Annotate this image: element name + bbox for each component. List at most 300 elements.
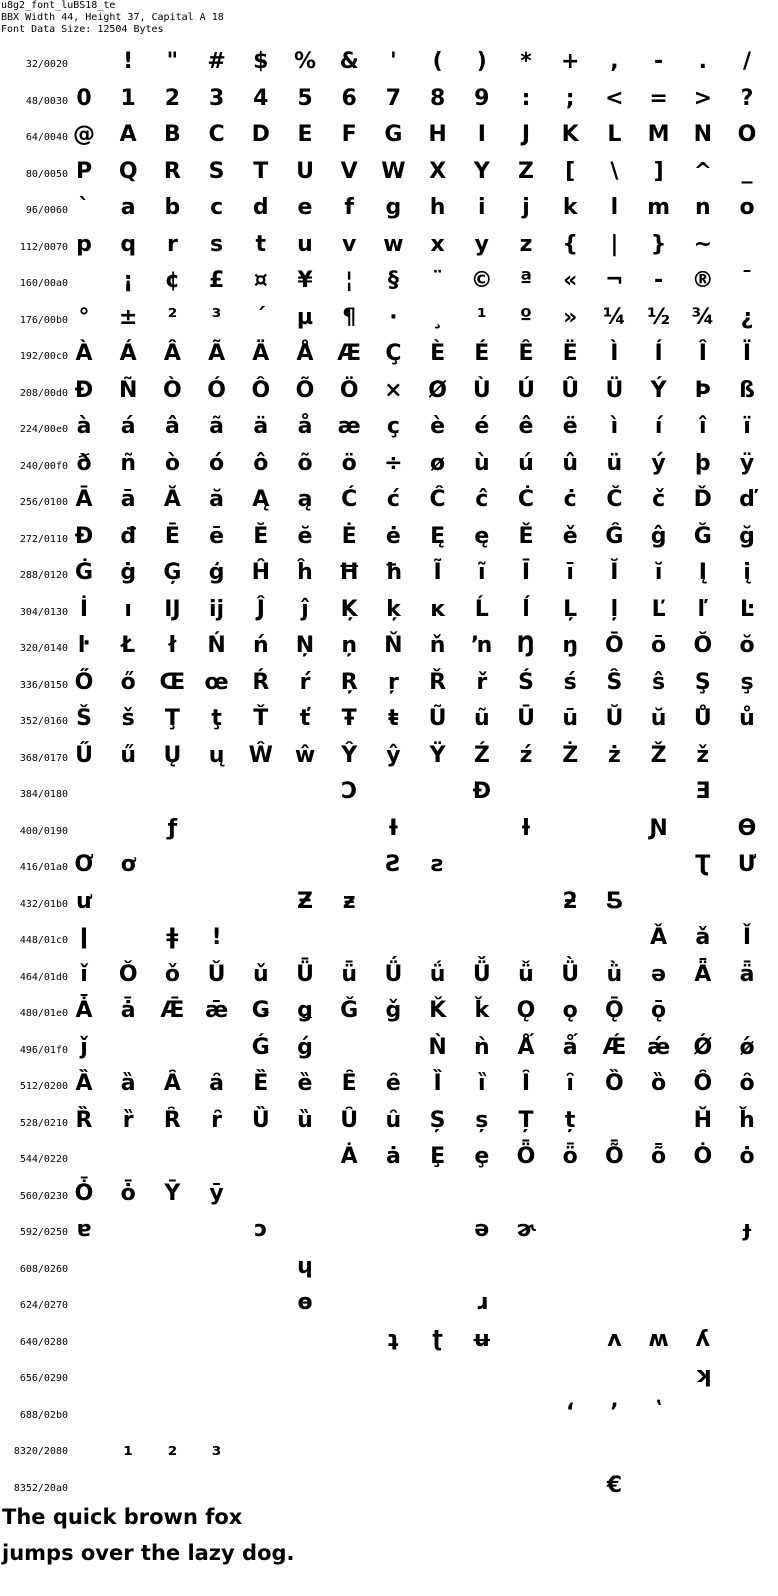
glyph-cell: É xyxy=(474,341,490,366)
row-code-label: 304/0130 xyxy=(19,606,68,618)
glyph-cell: Ē xyxy=(164,523,180,549)
glyph-cell: ã xyxy=(209,414,225,439)
glyph-cell: ĩ xyxy=(478,560,486,585)
glyph-cell: ȳ xyxy=(209,1180,224,1206)
glyph-cell: · xyxy=(389,304,398,330)
glyph-cell: C xyxy=(208,122,225,147)
glyph-cell: ê xyxy=(518,414,534,439)
glyph-row xyxy=(0,958,778,995)
glyph-cell: \ xyxy=(610,158,619,184)
glyph-cell: º xyxy=(519,304,533,330)
glyph-cell: | xyxy=(610,231,619,257)
glyph-row xyxy=(0,118,778,155)
glyph-cell: ǿ xyxy=(739,1034,755,1060)
glyph-cell: Ş xyxy=(694,669,711,695)
glyph-cell: Ȅ xyxy=(253,1071,269,1096)
glyph-cell: 3 xyxy=(208,85,225,111)
glyph-cell: ŀ xyxy=(77,633,91,658)
glyph-cell: ǫ xyxy=(562,998,578,1023)
glyph-cell: ȫ xyxy=(562,1144,578,1169)
glyph-cell: Û xyxy=(561,377,580,403)
row-code-label: 192/00c0 xyxy=(19,351,68,362)
sample-text-line-2: jumps over the lazy dog. xyxy=(2,1541,295,1565)
glyph-cell: Ŗ xyxy=(340,669,358,695)
glyph-cell: p xyxy=(76,231,92,257)
glyph-row xyxy=(0,1359,778,1396)
glyph-cell: Ė xyxy=(341,523,357,549)
glyph-cell: ǩ xyxy=(474,998,490,1023)
glyph-cell: Ȩ xyxy=(430,1144,446,1169)
glyph-cell: ¦ xyxy=(345,268,354,293)
glyph-cell: Ŋ xyxy=(516,633,536,658)
glyph-cell: ʉ xyxy=(471,1326,492,1352)
glyph-row xyxy=(0,1250,778,1287)
glyph-cell: / xyxy=(742,49,752,74)
glyph-cell: Ö xyxy=(339,377,359,403)
glyph-cell: ) xyxy=(476,49,487,74)
glyph-cell: Ő xyxy=(74,669,94,695)
glyph-cell: ȁ xyxy=(120,1071,136,1096)
row-code-label: 384/0180 xyxy=(19,789,68,800)
glyph-cell: 8 xyxy=(429,85,446,111)
glyph-cell: ȅ xyxy=(297,1071,313,1096)
glyph-cell: ÿ xyxy=(739,450,755,476)
row-code-label: 560/0230 xyxy=(19,1190,68,1202)
glyph-cell: Õ xyxy=(295,377,315,403)
glyph-cell: ȍ xyxy=(651,1071,667,1096)
glyph-cell: ¿ xyxy=(740,304,754,330)
glyph-cell: ŵ xyxy=(294,742,316,768)
glyph-cell: ǧ xyxy=(385,998,402,1023)
glyph-cell: b xyxy=(164,195,181,220)
glyph-cell: ř xyxy=(476,669,488,695)
glyph-cell: ğ xyxy=(739,523,755,549)
glyph-cell: Ǡ xyxy=(75,998,93,1023)
glyph-cell: Æ xyxy=(337,341,362,366)
glyph-cell: n xyxy=(694,195,711,220)
glyph-cell: ö xyxy=(341,450,357,476)
glyph-cell: ß xyxy=(739,377,755,403)
glyph-cell: Ë xyxy=(562,341,578,366)
glyph-cell: đ xyxy=(120,523,137,549)
glyph-cell: Ķ xyxy=(340,596,358,622)
glyph-cell: ơ xyxy=(120,852,136,877)
glyph-cell: y xyxy=(474,231,489,257)
glyph-cell: ñ xyxy=(120,450,137,476)
glyph-cell: ɔ xyxy=(254,1217,268,1242)
glyph-cell: ł xyxy=(168,633,177,658)
glyph-cell: ȑ xyxy=(122,1107,134,1133)
row-code-label: 240/00f0 xyxy=(19,460,68,472)
glyph-cell: ǎ xyxy=(695,925,711,950)
glyph-cell: Å xyxy=(296,341,314,366)
glyph-cell: ű xyxy=(120,742,137,768)
glyph-cell: - xyxy=(654,49,664,74)
glyph-cell: Ŏ xyxy=(693,633,713,658)
glyph-cell: Ʈ xyxy=(695,852,711,877)
glyph-row xyxy=(0,301,778,338)
glyph-cell: Ǹ xyxy=(428,1034,447,1060)
glyph-cell: £ xyxy=(208,268,225,293)
row-code-label: 80/0050 xyxy=(25,168,68,180)
glyph-cell: Ñ xyxy=(118,377,138,403)
glyph-cell: Ü xyxy=(605,377,624,403)
glyph-cell: ³ xyxy=(211,304,222,330)
glyph-cell: Ŝ xyxy=(606,669,623,695)
row-code-label: 8352/20a0 xyxy=(13,1482,68,1494)
glyph-cell: ® xyxy=(691,268,714,293)
glyph-cell: 6 xyxy=(341,85,357,111)
glyph-cell: ÷ xyxy=(384,450,403,476)
row-code-label: 48/0030 xyxy=(25,95,68,107)
glyph-cell: ŉ xyxy=(470,633,493,658)
glyph-cell: Ĝ xyxy=(605,523,624,549)
glyph-cell: R xyxy=(163,158,181,184)
glyph-cell: Ä xyxy=(252,341,270,366)
glyph-cell: Į xyxy=(698,560,707,585)
glyph-cell: ǀ xyxy=(79,925,89,950)
glyph-cell: Ó xyxy=(207,377,226,403)
glyph-cell: q xyxy=(120,231,137,257)
glyph-cell: ƨ xyxy=(431,852,445,877)
glyph-row xyxy=(0,1140,778,1177)
glyph-cell: ĕ xyxy=(297,523,313,549)
glyph-cell: ȗ xyxy=(385,1107,402,1133)
row-code-label: 656/0290 xyxy=(19,1373,68,1384)
glyph-cell: ø xyxy=(430,450,446,476)
glyph-cell: ? xyxy=(740,85,754,111)
glyph-cell: Z xyxy=(518,158,534,184)
glyph-cell: Ț xyxy=(518,1107,534,1133)
row-code-label: 176/00b0 xyxy=(19,314,68,326)
row-code-label: 496/01f0 xyxy=(19,1044,68,1056)
glyph-cell: ! xyxy=(123,49,134,74)
glyph-cell: ʻ xyxy=(566,1399,575,1425)
glyph-cell: E xyxy=(297,122,313,147)
glyph-cell: Ĭ xyxy=(610,560,619,585)
glyph-cell: ï xyxy=(743,414,751,439)
glyph-cell: X xyxy=(429,158,447,184)
glyph-cell: M xyxy=(647,122,670,147)
glyph-cell: Ɵ xyxy=(737,815,757,841)
glyph-cell: ƶ xyxy=(342,888,356,914)
row-code-label: 272/0110 xyxy=(19,533,68,545)
glyph-cell: Ŀ xyxy=(739,596,755,622)
glyph-row xyxy=(0,556,778,593)
glyph-cell: Ê xyxy=(518,341,534,366)
glyph-row xyxy=(0,885,778,922)
glyph-cell: 9 xyxy=(474,85,490,111)
glyph-cell: ȧ xyxy=(385,1144,401,1169)
glyph-cell: ç xyxy=(386,414,400,439)
glyph-cell: ò xyxy=(164,450,180,476)
glyph-cell: ] xyxy=(653,158,664,184)
glyph-cell: ŋ xyxy=(562,633,579,658)
glyph-cell: ċ xyxy=(563,487,577,512)
glyph-row xyxy=(0,337,778,374)
glyph-cell: ʈ xyxy=(432,1326,443,1352)
row-code-label: 400/0190 xyxy=(19,825,68,837)
glyph-row xyxy=(0,374,778,411)
glyph-cell: ə xyxy=(474,1217,490,1242)
glyph-cell: 1 xyxy=(120,85,136,111)
glyph-cell: ș xyxy=(475,1107,489,1133)
glyph-cell: ʇ xyxy=(388,1326,399,1352)
glyph-cell: ĺ xyxy=(522,596,530,622)
glyph-cell: r xyxy=(166,231,178,257)
row-code-label: 160/00a0 xyxy=(19,278,68,289)
glyph-cell: Ŵ xyxy=(248,742,273,768)
glyph-cell: Ȉ xyxy=(433,1071,442,1096)
glyph-cell: Ģ xyxy=(163,560,182,585)
glyph-cell: ² xyxy=(167,304,178,330)
glyph-cell: â xyxy=(164,414,180,439)
glyph-cell: Ȏ xyxy=(693,1071,713,1096)
glyph-cell: ŭ xyxy=(650,706,667,731)
glyph-cell: Ļ xyxy=(563,596,578,622)
glyph-cell: ú xyxy=(518,450,534,476)
glyph-cell: , xyxy=(610,49,619,74)
glyph-cell: ļ xyxy=(610,596,619,622)
glyph-cell: Ř xyxy=(429,669,447,695)
glyph-cell: ō xyxy=(651,633,667,658)
glyph-cell: ǥ xyxy=(297,998,313,1023)
row-code-label: 544/0220 xyxy=(19,1154,68,1165)
glyph-cell: Ù xyxy=(472,377,491,403)
glyph-cell: Č xyxy=(606,487,623,512)
row-code-label: 352/0160 xyxy=(19,716,68,727)
glyph-cell: È xyxy=(430,341,446,366)
glyph-cell: V xyxy=(340,158,358,184)
glyph-row xyxy=(0,228,778,265)
glyph-cell: ₂ xyxy=(167,1436,178,1461)
glyph-cell: ƚ xyxy=(522,815,530,841)
glyph-cell: ņ xyxy=(341,633,358,658)
glyph-cell: Ȱ xyxy=(74,1180,94,1206)
glyph-cell: Ǭ xyxy=(605,998,624,1023)
glyph-cell: « xyxy=(563,268,578,293)
glyph-cell: Ů xyxy=(693,706,712,731)
font-name: u8g2_font_luBS18_te xyxy=(1,0,116,11)
glyph-cell: Ȍ xyxy=(605,1071,624,1096)
glyph-cell: Ō xyxy=(605,633,624,658)
glyph-cell: Ȃ xyxy=(163,1071,181,1096)
glyph-cell: ė xyxy=(385,523,401,549)
glyph-cell: Ì xyxy=(610,341,619,366)
row-code-label: 464/01d0 xyxy=(19,971,68,983)
glyph-cell: ȭ xyxy=(651,1144,667,1169)
glyph-cell: U xyxy=(296,158,314,184)
glyph-cell: ň xyxy=(429,633,446,658)
glyph-cell: ĥ xyxy=(297,560,313,585)
glyph-cell: ǂ xyxy=(166,925,179,950)
glyph-cell: Ĵ xyxy=(256,596,265,622)
glyph-cell: Ǝ xyxy=(695,779,711,804)
row-code-label: 208/00d0 xyxy=(19,387,68,399)
glyph-cell: Ǟ xyxy=(694,961,712,987)
glyph-cell: ɵ xyxy=(297,1290,313,1315)
glyph-cell: ĵ xyxy=(301,596,309,622)
row-code-label: 336/0150 xyxy=(19,679,68,691)
glyph-cell: ȯ xyxy=(739,1144,755,1169)
glyph-cell: Ġ xyxy=(74,560,94,585)
glyph-cell: N xyxy=(693,122,712,147)
glyph-row xyxy=(0,45,778,82)
font-info-header xyxy=(1,0,224,36)
glyph-cell: ɥ xyxy=(297,1253,313,1279)
glyph-cell: Ń xyxy=(207,633,226,658)
glyph-cell: Ƽ xyxy=(605,888,623,914)
glyph-cell: [ xyxy=(565,158,576,184)
glyph-cell: ª xyxy=(519,268,533,293)
glyph-cell: » xyxy=(563,304,578,330)
glyph-cell: Đ xyxy=(74,523,94,549)
glyph-cell: ¾ xyxy=(691,304,715,330)
glyph-cell: Ǜ xyxy=(561,961,580,987)
row-code-label: 624/0270 xyxy=(19,1300,68,1311)
glyph-cell: ʎ xyxy=(695,1326,710,1352)
glyph-row xyxy=(0,1213,778,1250)
glyph-cell: Ǥ xyxy=(251,998,270,1023)
glyph-row xyxy=(0,1323,778,1360)
glyph-cell: ĭ xyxy=(654,560,663,585)
glyph-cell: $ xyxy=(253,49,269,74)
glyph-cell: a xyxy=(120,195,136,220)
glyph-cell: ǭ xyxy=(651,998,667,1023)
glyph-cell: Ĥ xyxy=(251,560,270,585)
glyph-cell: W xyxy=(381,158,406,184)
glyph-cell: Y xyxy=(473,158,490,184)
glyph-cell: Ť xyxy=(253,706,269,731)
glyph-cell: J xyxy=(521,122,531,147)
glyph-cell: è xyxy=(430,414,446,439)
glyph-cell: 7 xyxy=(385,85,402,111)
row-code-label: 64/0040 xyxy=(25,132,68,143)
glyph-cell: ü xyxy=(606,450,623,476)
glyph-cell: Ğ xyxy=(693,523,712,549)
glyph-row xyxy=(0,410,778,447)
glyph-cell: Ų xyxy=(163,742,182,768)
glyph-cell: Ć xyxy=(341,487,358,512)
glyph-cell: Ƨ xyxy=(385,852,402,877)
glyph-cell: Ș xyxy=(429,1107,446,1133)
glyph-cell: ǘ xyxy=(429,961,446,987)
glyph-cell: æ xyxy=(337,414,361,439)
glyph-row xyxy=(0,1396,778,1433)
glyph-cell: ź xyxy=(519,742,533,768)
glyph-cell: Î xyxy=(698,341,707,366)
glyph-cell: Ô xyxy=(251,377,271,403)
glyph-cell: : xyxy=(521,85,531,111)
glyph-row xyxy=(0,1177,778,1214)
row-code-label: 608/0260 xyxy=(19,1263,68,1275)
glyph-cell: ; xyxy=(565,85,575,111)
glyph-cell: h xyxy=(429,195,446,220)
glyph-cell: á xyxy=(120,414,136,439)
glyph-cell: A xyxy=(119,122,137,147)
glyph-cell: Ź xyxy=(473,742,490,768)
glyph-cell: > xyxy=(693,85,713,111)
glyph-cell: Ȁ xyxy=(75,1071,93,1096)
glyph-cell: Â xyxy=(163,341,181,366)
glyph-row xyxy=(0,739,778,776)
glyph-cell: ȓ xyxy=(211,1107,223,1133)
glyph-row xyxy=(0,1031,778,1068)
glyph-cell: Ȭ xyxy=(605,1144,624,1169)
glyph-cell: Ǐ xyxy=(742,925,752,950)
glyph-cell: Š xyxy=(76,706,92,731)
glyph-cell: e xyxy=(297,195,313,220)
glyph-cell: ǔ xyxy=(252,961,269,987)
glyph-cell: ǐ xyxy=(80,961,88,987)
glyph-cell: ŕ xyxy=(299,669,311,695)
row-code-label: 528/0210 xyxy=(19,1117,68,1129)
glyph-cell: ī xyxy=(566,560,574,585)
glyph-cell: ä xyxy=(253,414,269,439)
glyph-cell: ǝ xyxy=(651,961,667,987)
glyph-cell: ų xyxy=(208,742,225,768)
glyph-cell: s xyxy=(210,231,224,257)
glyph-cell: Ơ xyxy=(74,852,94,877)
glyph-cell: Ǚ xyxy=(472,961,491,987)
glyph-cell: Ȇ xyxy=(341,1071,357,1096)
glyph-cell: = xyxy=(649,85,668,111)
glyph-cell: k xyxy=(562,195,578,220)
glyph-row xyxy=(0,1469,778,1506)
glyph-cell: Ý xyxy=(650,377,667,403)
glyph-cell: ʍ xyxy=(648,1326,669,1352)
glyph-cell: ɐ xyxy=(76,1217,92,1242)
glyph-cell: v xyxy=(342,231,357,257)
row-code-label: 640/0280 xyxy=(19,1336,68,1348)
glyph-row xyxy=(0,812,778,849)
glyph-cell: ɚ xyxy=(516,1217,536,1242)
glyph-cell: P xyxy=(75,158,93,184)
glyph-cell: ư xyxy=(76,888,92,914)
glyph-cell: ě xyxy=(562,523,578,549)
glyph-cell: ǚ xyxy=(518,961,534,987)
glyph-row xyxy=(0,264,778,301)
glyph-cell: û xyxy=(562,450,579,476)
glyph-row xyxy=(0,520,778,557)
glyph-row xyxy=(0,629,778,666)
glyph-cell: í xyxy=(654,414,663,439)
glyph-cell: Ǖ xyxy=(296,961,314,987)
row-code-label: 368/0170 xyxy=(19,752,68,764)
glyph-cell: S xyxy=(208,158,225,184)
glyph-cell: Ĩ xyxy=(433,560,442,585)
glyph-cell: ¬ xyxy=(605,268,624,293)
glyph-cell: 4 xyxy=(253,85,269,111)
font-data-size: Font Data Size: 12504 Bytes xyxy=(1,24,164,35)
glyph-cell: ĉ xyxy=(475,487,489,512)
glyph-cell: Ȕ xyxy=(251,1107,270,1133)
row-code-label: 688/02b0 xyxy=(19,1409,68,1421)
glyph-cell: < xyxy=(605,85,624,111)
glyph-cell: c xyxy=(210,195,224,220)
glyph-cell: ǟ xyxy=(739,961,755,987)
glyph-cell: * xyxy=(520,49,532,74)
glyph-cell: ë xyxy=(562,414,578,439)
glyph-cell: À xyxy=(75,341,93,366)
glyph-cell: Ā xyxy=(75,487,93,512)
row-code-label: 32/0020 xyxy=(25,59,68,70)
glyph-cell: l xyxy=(610,195,619,220)
glyph-cell: ȇ xyxy=(385,1071,401,1096)
glyph-cell: ȏ xyxy=(739,1071,755,1096)
glyph-cell: ǻ xyxy=(562,1034,578,1060)
glyph-cell: Ǫ xyxy=(516,998,536,1023)
